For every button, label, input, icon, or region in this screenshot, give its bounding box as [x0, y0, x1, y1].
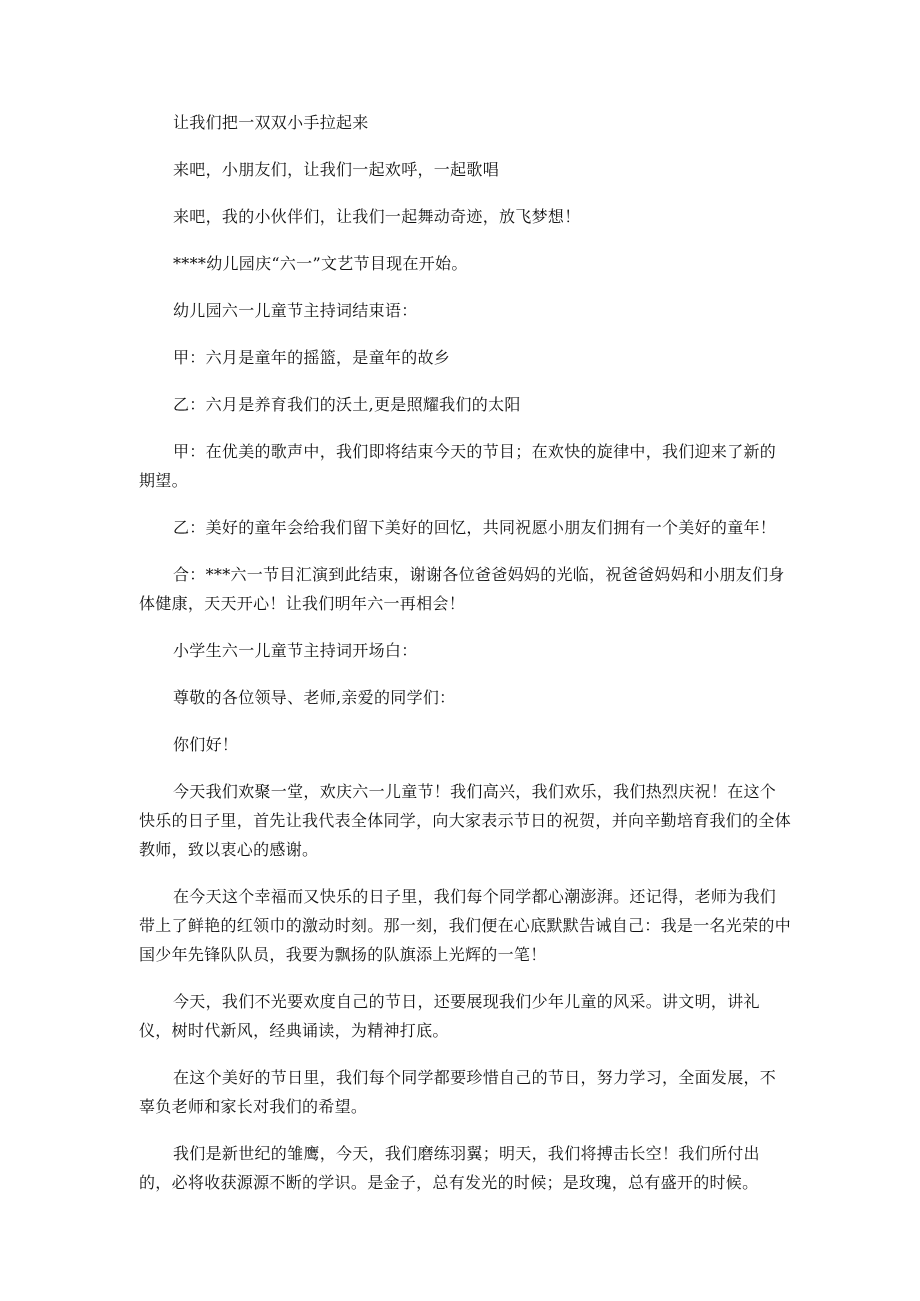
section-heading: 小学生六一儿童节主持词开场白： [173, 641, 418, 660]
paragraph: 甲：在优美的歌声中，我们即将结束今天的节目；在欢快的旋律中，我们迎来了新的期望。 [139, 442, 777, 490]
paragraph: 来吧，小朋友们，让我们一起欢呼，一起歌唱 [173, 160, 500, 179]
paragraph: ****幼儿园庆“六一”文艺节目现在开始。 [173, 254, 468, 273]
paragraph: 今天，我们不光要欢度自己的节日，还要展现我们少年儿童的风采。讲文明，讲礼仪，树时代新风，经典诵读，为精神打底。 [139, 992, 760, 1040]
paragraph: 今天我们欢聚一堂，欢庆六一儿童节！我们高兴，我们欢乐，我们热烈庆祝！在这个快乐的日子里，首先让我代表全体同学，向大家表示节日的祝贺，并向辛勤培育我们的全体教师，致以衷心的感谢。 [139, 782, 792, 859]
paragraph: 尊敬的各位领导、老师,亲爱的同学们： [173, 688, 456, 707]
section-heading: 幼儿园六一儿童节主持词结束语： [173, 301, 418, 320]
paragraph: 甲：六月是童年的摇篮，是童年的故乡 [173, 348, 451, 367]
paragraph: 乙：美好的童年会给我们留下美好的回忆，共同祝愿小朋友们拥有一个美好的童年！ [173, 518, 777, 537]
paragraph: 你们好！ [173, 735, 239, 754]
paragraph: 我们是新世纪的雏鹰，今天，我们磨练羽翼；明天，我们将搏击长空！我们所付出的，必将收获源源不断的学识。是金子，总有发光的时候；是玫瑰，总有盛开的时候。 [139, 1144, 760, 1192]
paragraph: 乙：六月是养育我们的沃土,更是照耀我们的太阳 [173, 395, 521, 414]
paragraph: 合：***六一节目汇演到此结束，谢谢各位爸爸妈妈的光临，祝爸爸妈妈和小朋友们身体健康，天天开心！让我们明年六一再相会！ [139, 565, 785, 613]
paragraph: 让我们把一双双小手拉起来 [173, 113, 369, 132]
document-body [139, 108, 791, 1215]
paragraph: 在这个美好的节日里，我们每个同学都要珍惜自己的节日，努力学习，全面发展，不辜负老师和家长对我们的希望。 [139, 1068, 777, 1116]
paragraph: 来吧，我的小伙伴们，让我们一起舞动奇迹，放飞梦想！ [173, 207, 581, 226]
paragraph: 在今天这个幸福而又快乐的日子里，我们每个同学都心潮澎湃。还记得，老师为我们带上了鲜艳的红领巾的激动时刻。那一刻，我们便在心底默默告诫自己：我是一名光荣的中国少年先锋队队员，我要为飘扬的队旗添上光辉的一笔！ [139, 887, 792, 964]
